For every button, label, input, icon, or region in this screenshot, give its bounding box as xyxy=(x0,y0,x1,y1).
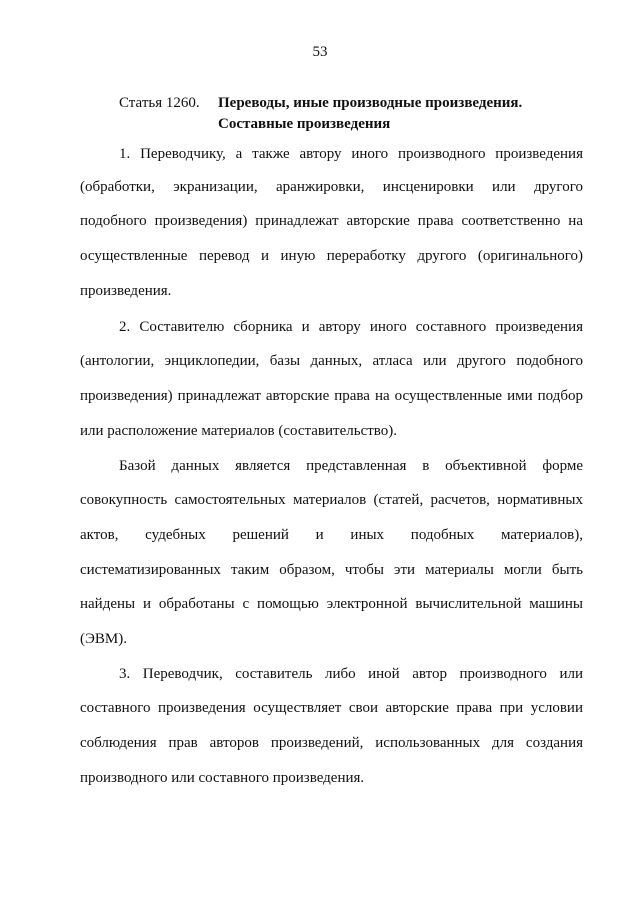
text-line: 3. Переводчик, составитель либо иной автор производного или xyxy=(119,666,583,682)
text-line: или расположение материалов (составительство). xyxy=(80,423,398,439)
text-line: (антологии, энциклопедии, базы данных, атласа или другого подобного xyxy=(80,353,583,369)
text-line: производного или составного произведения. xyxy=(80,770,365,786)
article-title-line-2: Составные произведения xyxy=(218,116,391,132)
text-line: 2. Составителю сборника и автору иного составного произведения xyxy=(119,319,583,335)
text-line: составного произведения осуществляет свои авторские права при условии xyxy=(80,700,583,716)
article-label: Статья 1260. xyxy=(119,95,200,111)
text-line: совокупность самостоятельных материалов (статей, расчетов, нормативных xyxy=(80,492,583,508)
article-title-line-1: Переводы, иные производные произведения. xyxy=(218,95,523,111)
text-line: (обработки, экранизации, аранжировки, инсценировки или другого xyxy=(80,179,583,195)
text-line: найдены и обработаны с помощью электронной вычислительной машины xyxy=(80,596,583,612)
text-line: подобного произведения) принадлежат авторские права соответственно на xyxy=(80,213,583,229)
text-line: соблюдения прав авторов произведений, использованных для создания xyxy=(80,735,583,751)
text-line: Базой данных является представленная в объективной форме xyxy=(119,458,583,474)
text-line: произведения) принадлежат авторские права на осуществленные ими подбор xyxy=(80,388,583,404)
text-line: осуществленные перевод и иную переработку другого (оригинального) xyxy=(80,248,583,264)
text-line: систематизированных таким образом, чтобы эти материалы могли быть xyxy=(80,562,583,578)
page-number: 53 xyxy=(312,44,328,60)
text-line: (ЭВМ). xyxy=(80,631,127,647)
text-line: произведения. xyxy=(80,283,172,299)
text-line: 1. Переводчику, а также автору иного производного произведения xyxy=(119,146,583,162)
text-line: актов, судебных решений и иных подобных материалов), xyxy=(80,527,583,543)
article-title xyxy=(218,93,579,135)
